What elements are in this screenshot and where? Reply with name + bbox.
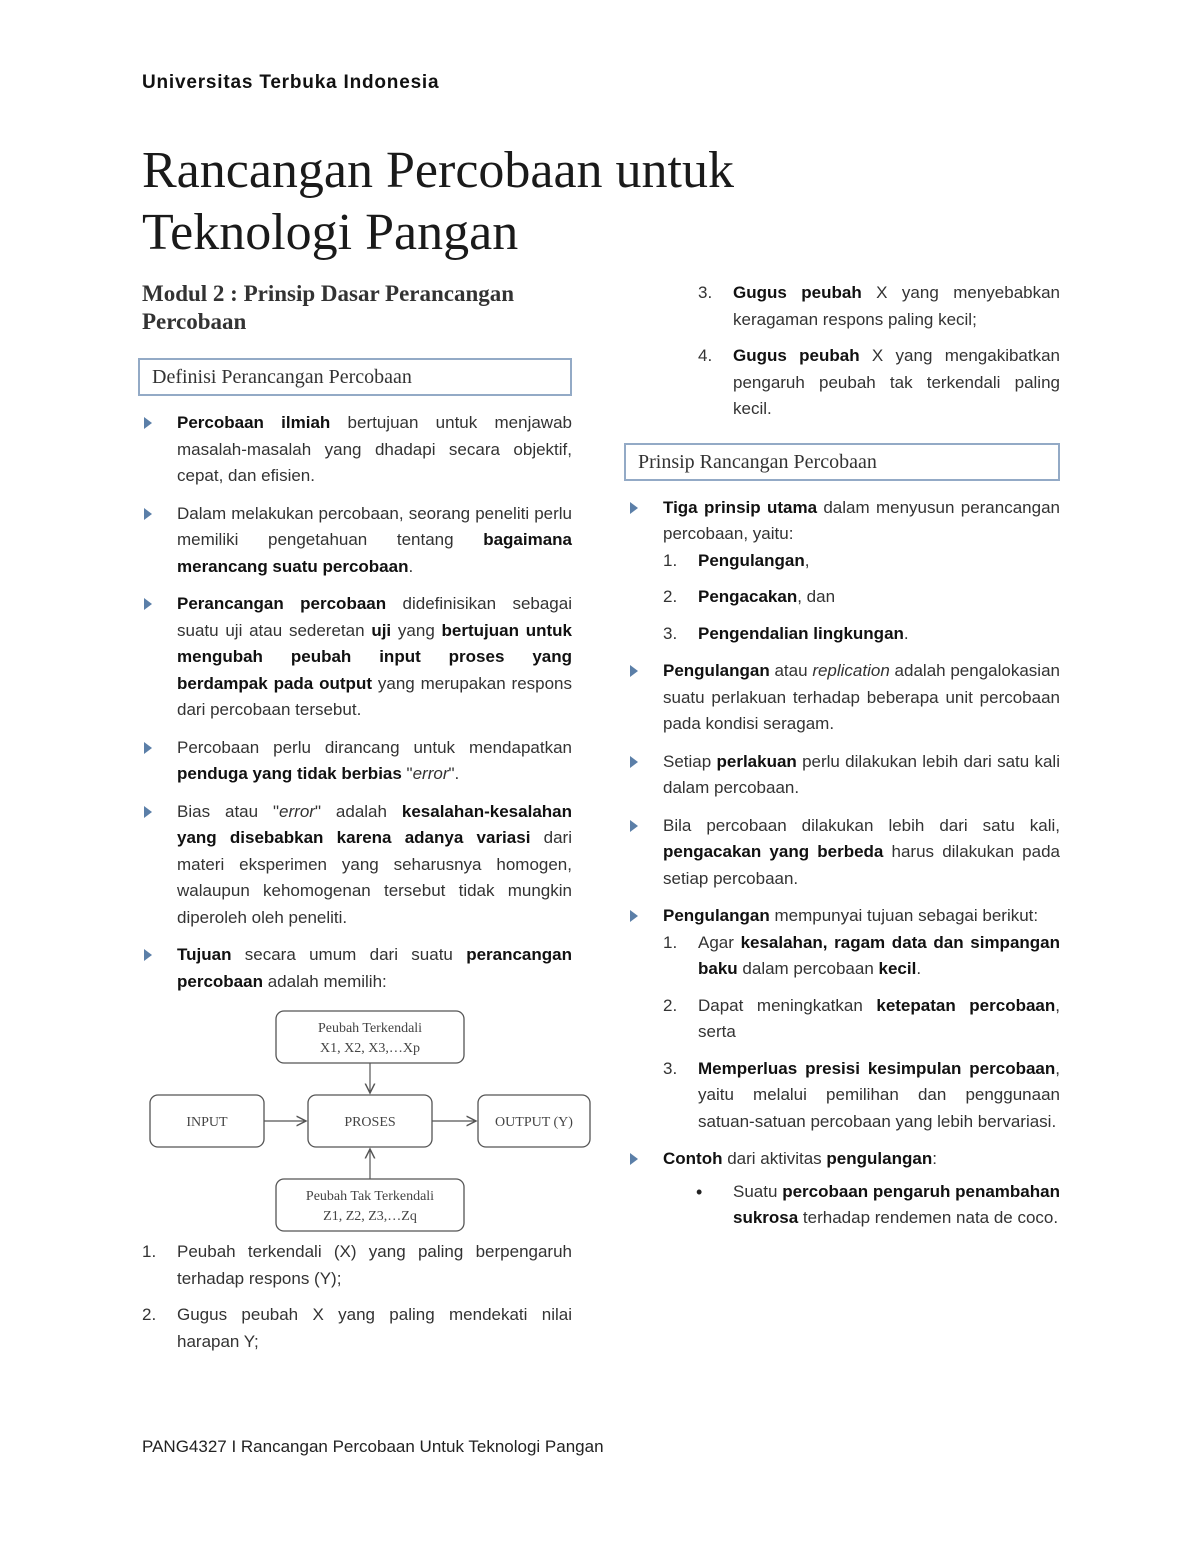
bullet-text: harus dilakukan pada setiap percobaan. [663, 842, 1060, 888]
item-number: 2. [142, 1305, 157, 1324]
bullet-text: dalam menyusun perancangan percobaan, yaitu: [663, 497, 1060, 543]
bullet-percobaan-ilmiah [142, 410, 572, 490]
item-number: 4. [698, 346, 713, 365]
bullet-bias [142, 799, 572, 932]
item-text: Peubah terkendali (X) yang paling berpengaruh terhadap respons (Y); [177, 1242, 572, 1288]
item-text: Gugus peubah X yang paling mendekati nilai harapan Y; [177, 1305, 572, 1351]
item-number: 1. [142, 1242, 157, 1261]
bullet-bold: Tiga prinsip utama [663, 497, 818, 517]
bullet-tujuan-pengulangan [628, 903, 1060, 1135]
bullet-text: yang merupakan respons dari percobaan tersebut. [177, 673, 573, 719]
item-bold: percobaan pengaruh penambahan sukrosa [733, 1181, 1060, 1227]
item-text: , yaitu melalui pemilihan dan penggunaan satuan-satuan percobaan yang lebih bervariasi. [698, 1058, 1060, 1131]
numbered-item [142, 1302, 572, 1355]
bullet-text: mempunyai tujuan sebagai berikut: [769, 906, 1039, 925]
item-text: Dapat meningkatkan [698, 995, 877, 1015]
page-title-line1: Rancangan Percobaan untuk [142, 142, 735, 199]
input-label: INPUT [186, 1115, 228, 1130]
bullet-text: Percobaan perlu dirancang untuk mendapatkan [177, 737, 572, 757]
bullet-italic: replication [812, 661, 890, 680]
bullet-text: atau [769, 661, 813, 680]
bullet-text: adalah memilih: [262, 971, 387, 991]
bullet-pengulangan-definisi [628, 658, 1060, 738]
bullet-text: Bila percobaan dilakukan lebih dari satu kali, [663, 815, 1060, 835]
tujuan-numbered-list [142, 1239, 572, 1355]
bullet-bold: bagaimana merancang suatu percobaan [177, 530, 572, 576]
controlled-variables-list: X1, X2, X3,…Xp [320, 1041, 420, 1056]
bullet-contoh [628, 1146, 1060, 1232]
bullet-text: bertujuan untuk menjawab masalah-masalah yang dhadapi secara objektif, cepat, dan efisien. [177, 413, 572, 485]
uncontrolled-variables-label: Peubah Tak Terkendali [305, 1189, 435, 1204]
item-text: , [804, 550, 810, 570]
bullet-text: " [401, 764, 413, 783]
controlled-variables-label: Peubah Terkendali [317, 1021, 423, 1036]
numbered-item [698, 343, 1060, 423]
item-bold: kesalahan, ragam data dan simpangan baku [698, 932, 1061, 978]
bullet-text: perlu dilakukan lebih dari satu kali dalam percobaan. [663, 751, 1060, 797]
page-title-line2: Teknologi Pangan [142, 204, 519, 261]
page-title [142, 140, 734, 264]
right-column [628, 280, 1060, 1243]
pengulangan-numbered-list [663, 930, 1060, 1136]
contoh-item [698, 1179, 1060, 1232]
item-bold: Pengulangan [698, 550, 805, 570]
numbered-item [663, 930, 1060, 983]
bullet-text: didefinisikan sebagai suatu uji atau sederetan [177, 594, 572, 640]
item-text: . [916, 959, 922, 978]
bullet-text: Dalam melakukan percobaan, seorang peneliti perlu memiliki pengetahuan tentang [177, 503, 572, 549]
contoh-list [698, 1179, 1060, 1232]
item-number: 3. [663, 623, 678, 643]
bullet-bold: Pengulangan [663, 661, 770, 680]
bullet-bold: bertujuan untuk mengubah peubah input proses yang berdampak pada output [177, 620, 572, 693]
bullet-text: : [932, 1149, 937, 1168]
numbered-item [663, 548, 1060, 575]
item-number: 1. [663, 550, 678, 570]
bullet-tujuan [142, 942, 572, 995]
item-bold: Gugus peubah [733, 283, 862, 302]
prinsip-numbered-list [663, 548, 1060, 648]
numbered-item [663, 621, 1060, 648]
bullet-text: dari materi eksperimen yang seharusnya homogen, walaupun kehomogenan tersebut tidak mungkin diperoleh oleh peneliti. [177, 828, 572, 927]
item-bold: kecil [878, 959, 917, 978]
numbered-item [698, 280, 1060, 333]
item-text: , dan [797, 587, 836, 606]
bullet-pengacakan [628, 813, 1060, 893]
item-text: X yang menyebabkan keragaman respons paling kecil; [733, 283, 1061, 329]
prinsip-bullet-list [628, 495, 1060, 1232]
bullet-italic: error [412, 764, 449, 783]
item-bold: Gugus peubah [733, 346, 860, 365]
numbered-item [663, 993, 1060, 1046]
bullet-bold: pengulangan [826, 1149, 933, 1168]
process-box [308, 1095, 432, 1147]
tujuan-numbered-list-continued [698, 280, 1060, 423]
bullet-bold: Perancangan percobaan [177, 594, 387, 613]
section-heading-definisi: Definisi Perancangan Percobaan [138, 358, 572, 396]
item-text: . [903, 623, 909, 643]
input-box [150, 1095, 264, 1147]
item-number: 3. [698, 283, 713, 302]
item-number: 1. [663, 932, 678, 952]
bullet-bold: perancangan percobaan [177, 945, 572, 991]
numbered-item [663, 1056, 1060, 1136]
bullet-bold: Contoh [663, 1149, 723, 1168]
bullet-text: Setiap [663, 751, 717, 771]
module-subtitle [142, 280, 572, 336]
output-label: OUTPUT (Y) [495, 1115, 573, 1130]
bullet-bold: Tujuan [177, 945, 232, 964]
item-bold: Pengacakan [698, 587, 798, 606]
section-heading-prinsip: Prinsip Rancangan Percobaan [624, 443, 1060, 481]
item-text: Suatu [733, 1181, 783, 1201]
item-text: dalam percobaan [737, 959, 879, 978]
bullet-text: dari aktivitas [722, 1149, 827, 1168]
uncontrolled-variables-list: Z1, Z2, Z3,…Zq [323, 1209, 417, 1224]
process-diagram [148, 1009, 594, 1239]
bullet-melakukan-percobaan [142, 501, 572, 581]
bullet-text: ". [448, 764, 460, 783]
numbered-item [142, 1239, 572, 1292]
process-label: PROSES [344, 1115, 396, 1130]
bullet-bold: uji [371, 620, 392, 640]
output-box [478, 1095, 590, 1147]
bullet-setiap-perlakuan [628, 749, 1060, 802]
definisi-bullet-list [142, 410, 572, 995]
bullet-tiga-prinsip [628, 495, 1060, 648]
bullet-perancangan-percobaan [142, 591, 572, 724]
bullet-text: secara umum dari suatu [231, 945, 467, 964]
uncontrolled-variables-box [276, 1179, 464, 1231]
item-bold: Pengendalian lingkungan [698, 623, 904, 643]
bullet-text: adalah pengalokasian suatu perlakuan terhadap beberapa unit percobaan pada kondisi seragam. [663, 661, 1060, 733]
left-column [142, 280, 572, 1365]
item-text: X yang mengakibatkan pengaruh peubah tak terkendali paling kecil. [733, 346, 1061, 418]
item-number: 2. [663, 995, 678, 1015]
item-text: , serta [698, 995, 1061, 1041]
bullet-bold: penduga yang tidak berbias [177, 764, 402, 783]
item-bold: Memperluas presisi kesimpulan percobaan [698, 1058, 1056, 1078]
bullet-bold: kesalahan-kesalahan yang disebabkan karena adanya variasi [177, 801, 572, 847]
controlled-variables-box [276, 1011, 464, 1063]
institution-header: Universitas Terbuka Indonesia [142, 72, 440, 93]
bullet-text: " adalah [314, 801, 402, 821]
item-number: 3. [663, 1058, 678, 1078]
item-number: 2. [663, 587, 678, 606]
bullet-text: . [408, 556, 414, 576]
bullet-bold: perlakuan [716, 751, 797, 771]
module-subtitle-line1: Modul 2 : Prinsip Dasar Perancangan [142, 281, 515, 306]
item-bold: ketepatan percobaan [876, 995, 1056, 1015]
numbered-item [663, 584, 1060, 611]
bullet-text: yang [391, 620, 442, 640]
bullet-bold: pengacakan yang berbeda [663, 842, 884, 861]
module-subtitle-line2: Percobaan [142, 309, 247, 334]
bullet-bold: Pengulangan [663, 906, 770, 925]
bullet-penduga [142, 735, 572, 788]
item-text: Agar [698, 932, 741, 952]
item-text: terhadap rendemen nata de coco. [798, 1208, 1059, 1227]
bullet-text: Bias atau " [177, 801, 280, 821]
bullet-italic: error [279, 801, 315, 821]
bullet-bold: Percobaan ilmiah [177, 413, 331, 432]
page-footer: PANG4327 I Rancangan Percobaan Untuk Teknologi Pangan [142, 1437, 604, 1456]
